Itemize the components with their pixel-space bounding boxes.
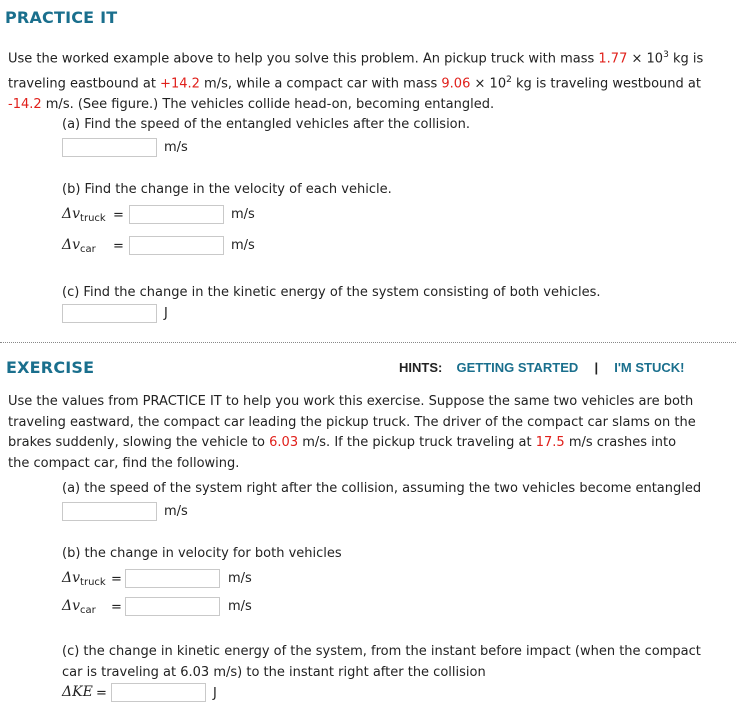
exercise-delta-v-truck-unit: m/s xyxy=(228,571,252,586)
intro-text-2: kg is xyxy=(668,51,704,67)
practice-delta-v-car-label xyxy=(62,237,96,253)
practice-delta-v-truck-input[interactable] xyxy=(129,205,224,224)
exercise-part-b-label: (b) the change in velocity for both vehicles xyxy=(62,546,342,561)
car-speed-value: -14.2 xyxy=(8,96,42,112)
delta-ke-symbol: ΔKE xyxy=(62,684,93,700)
exercise-delta-v-car-label xyxy=(62,598,96,614)
ten-base: 10 xyxy=(489,76,507,92)
exercise-part-c-label xyxy=(62,642,701,683)
delta-v-symbol: Δv xyxy=(62,237,81,253)
hints-separator: | xyxy=(594,360,599,375)
practice-delta-v-car-unit: m/s xyxy=(231,238,255,253)
exercise-a-unit: m/s xyxy=(164,504,188,519)
truck-speed-value: +14.2 xyxy=(160,76,200,92)
practice-a-answer-input[interactable] xyxy=(62,138,157,157)
exercise-text-2: traveling eastward, the compact car leading the pickup truck. The driver of the compact car slams on the xyxy=(8,414,696,430)
exercise-text-3b: m/s. If the pickup truck traveling at xyxy=(298,435,536,450)
intro-text-6: m/s. (See figure.) The vehicles collide head-on, becoming entangled. xyxy=(41,96,495,112)
practice-part-b-label: (b) Find the change in the velocity of each vehicle. xyxy=(62,182,392,197)
ten-base: 10 xyxy=(646,51,664,67)
exercise-c-line-1: (c) the change in kinetic energy of the system, from the instant before impact (when the compact xyxy=(62,644,701,659)
practice-c-answer-input[interactable] xyxy=(62,304,157,323)
intro-text-5: kg is traveling westbound at xyxy=(511,76,701,92)
section-divider xyxy=(0,342,736,343)
hints-bar xyxy=(399,360,684,376)
exercise-text-4: the compact car, find the following. xyxy=(8,455,240,471)
practice-it-title: PRACTICE IT xyxy=(5,8,118,27)
exercise-delta-v-truck-label xyxy=(62,570,106,586)
practice-problem-statement xyxy=(8,45,723,115)
intro-text-1: Use the worked example above to help you solve this problem. An pickup truck with mass xyxy=(8,51,599,67)
delta-v-symbol: Δv xyxy=(62,206,81,222)
practice-delta-v-truck-label xyxy=(62,206,106,222)
intro-text-4: m/s, while a compact car with mass xyxy=(199,76,442,92)
getting-started-link[interactable]: GETTING STARTED xyxy=(456,360,579,375)
equals-sign: = xyxy=(113,239,124,254)
truck-fast-speed-value: 17.5 xyxy=(535,435,565,450)
car-subscript: car xyxy=(80,244,96,255)
equals-sign: = xyxy=(111,600,122,615)
exercise-text-3a: brakes suddenly, slowing the vehicle to xyxy=(8,435,270,450)
exercise-a-answer-input[interactable] xyxy=(62,502,157,521)
exercise-delta-v-car-unit: m/s xyxy=(228,599,252,614)
truck-mass-value: 1.77 xyxy=(598,51,628,67)
truck-mass-exponent: 3 xyxy=(663,50,669,60)
exercise-delta-v-truck-input[interactable] xyxy=(125,569,220,588)
im-stuck-link[interactable]: I'M STUCK! xyxy=(614,360,685,375)
equals-sign: = xyxy=(96,686,107,701)
practice-part-c-label: (c) Find the change in the kinetic energy of the system consisting of both vehicles. xyxy=(62,285,601,300)
delta-v-symbol: Δv xyxy=(62,570,81,586)
exercise-delta-ke-label xyxy=(62,684,93,700)
exercise-problem-statement xyxy=(8,392,723,474)
car-subscript: car xyxy=(80,605,96,616)
delta-v-symbol: Δv xyxy=(62,598,81,614)
times-sign: × xyxy=(474,76,486,92)
practice-delta-v-car-input[interactable] xyxy=(129,236,224,255)
exercise-delta-v-car-input[interactable] xyxy=(125,597,220,616)
car-mass-value: 9.06 xyxy=(441,76,471,92)
equals-sign: = xyxy=(113,208,124,223)
practice-part-a-label: (a) Find the speed of the entangled vehicles after the collision. xyxy=(62,117,471,132)
times-sign: × xyxy=(631,51,643,67)
truck-subscript: truck xyxy=(80,213,106,224)
practice-a-unit: m/s xyxy=(164,140,188,155)
exercise-delta-ke-input[interactable] xyxy=(111,683,206,702)
practice-c-unit: J xyxy=(164,306,168,321)
exercise-c-line-2: car is traveling at 6.03 m/s) to the instant right after the collision xyxy=(62,664,486,680)
exercise-title: EXERCISE xyxy=(6,358,95,377)
exercise-text-3c: m/s crashes into xyxy=(564,435,677,450)
exercise-part-a-label: (a) the speed of the system right after the collision, assuming the two vehicles become entangled xyxy=(62,481,702,496)
practice-delta-v-truck-unit: m/s xyxy=(231,207,255,222)
truck-subscript: truck xyxy=(80,577,106,588)
car-mass-exponent: 2 xyxy=(506,74,512,85)
intro-text-3: traveling eastbound at xyxy=(8,76,161,92)
equals-sign: = xyxy=(111,572,122,587)
hints-label: HINTS: xyxy=(399,360,443,375)
car-slow-speed-value: 6.03 xyxy=(269,435,299,450)
exercise-delta-ke-unit: J xyxy=(213,686,217,701)
exercise-text-1: Use the values from PRACTICE IT to help you work this exercise. Suppose the same two vehicles are both xyxy=(8,394,694,409)
